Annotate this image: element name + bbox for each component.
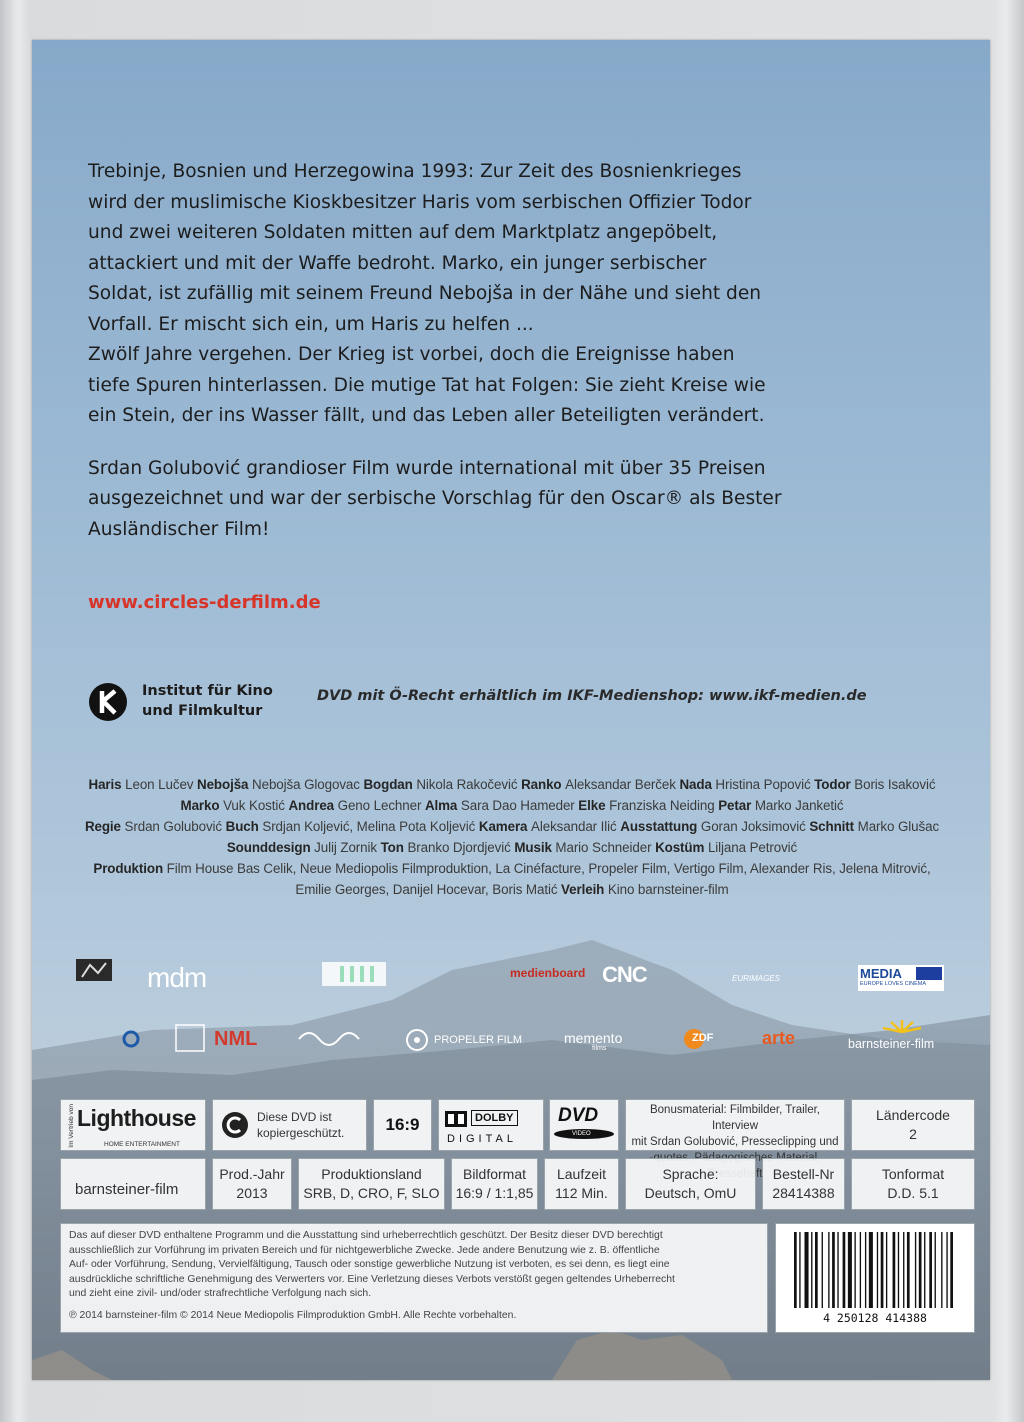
barcode-bar bbox=[837, 1232, 838, 1308]
legal-notice: Das auf dieser DVD enthaltene Programm und die Ausstattung sind urheberrechtlich geschützt. Der Besitz dieser DVD berechtigt ausschließlich zur Vorführung im privaten Bereich und für nichtgewerbliche Zwecke. Jede andere Benutzung wie z. B. öffentliche Auf- oder Vorführung, Sendung, Vervielfältigung, Tausch oder sonstige gewerbliche Nutzung ist verboten, es sei denn, es liegt eine ausdrückliche schriftliche Genehmigung des Verwerters vor. Eine Verletzung dieses Verbots verstößt gegen geltendes Urheberrecht und zieht eine zivil- und/oder strafrechtliche Verfolgung nach sich. ℗ 2014 barnsteiner-film © 2014 Neue Mediopolis Filmproduktion GmbH. Alle Rechte vorbehalten. bbox=[60, 1223, 768, 1333]
barcode-bar bbox=[869, 1232, 873, 1308]
ikf-shop-text: DVD mit Ö-Recht erhältlich im IKF-Medienshop: www.ikf-medien.de bbox=[317, 688, 867, 704]
barcode-bar bbox=[903, 1232, 904, 1308]
credit-name: Emilie Georges, Danijel Hocevar, Boris Matić bbox=[295, 882, 558, 897]
info-field bbox=[212, 1158, 292, 1210]
dvd-logo: DVD bbox=[558, 1105, 599, 1126]
aspect-ratio-box: 16:9 bbox=[373, 1099, 432, 1151]
barnsteiner-logo: barnsteiner-film bbox=[848, 1037, 935, 1051]
synopsis-line: und zwei weiteren Soldaten mitten auf dem Marktplatz angepöbelt, bbox=[88, 222, 718, 243]
credit-name: Marko Janketić bbox=[754, 798, 844, 813]
ikf-logo-icon bbox=[88, 682, 128, 722]
barcode-bar bbox=[941, 1232, 942, 1308]
barcode-bar bbox=[854, 1232, 855, 1308]
info-field-label: Tonformat bbox=[881, 1166, 945, 1182]
dolby-icon bbox=[445, 1111, 467, 1127]
distributor-box: barnsteiner-film bbox=[60, 1158, 206, 1210]
credits-line bbox=[52, 816, 972, 837]
barcode-bar bbox=[893, 1232, 896, 1308]
credit-role: Buch bbox=[225, 819, 263, 834]
dolby-box: DOLBY DIGITAL bbox=[438, 1099, 544, 1151]
credits-line bbox=[52, 795, 972, 816]
info-field bbox=[298, 1158, 445, 1210]
credit-role: Haris bbox=[88, 777, 126, 792]
barcode-bar bbox=[877, 1232, 878, 1308]
synopsis-line: Trebinje, Bosnien und Herzegowina 1993: Zur Zeit des Bosnienkrieges bbox=[88, 161, 742, 182]
barcode-bar bbox=[860, 1232, 861, 1308]
back-cover bbox=[32, 40, 990, 1380]
eurimages-logo: EURIMAGES bbox=[732, 974, 781, 983]
credit-name: Branko Djordjević bbox=[407, 840, 511, 855]
info-field-value: 28414388 bbox=[772, 1185, 835, 1201]
info-field bbox=[762, 1158, 845, 1210]
synopsis-line: Vorfall. Er mischt sich ein, um Haris zu helfen ... bbox=[88, 313, 534, 335]
credit-role: Marko bbox=[180, 798, 224, 813]
lighthouse-box: Im Vertrieb von Lighthouse HOME ENTERTAINMENT bbox=[60, 1099, 206, 1151]
credit-role: Schnitt bbox=[809, 819, 858, 834]
memento-logo: memento films bbox=[564, 1030, 623, 1052]
barcode-bar bbox=[950, 1232, 953, 1308]
info-field bbox=[625, 1158, 756, 1210]
credit-name: Nikola Rakočević bbox=[416, 777, 518, 792]
barcode-bar bbox=[805, 1232, 809, 1308]
barcode-bar bbox=[848, 1232, 852, 1308]
mdm-logo: mdm bbox=[147, 962, 207, 993]
credit-role: Andrea bbox=[288, 798, 338, 813]
barcode-bar bbox=[832, 1232, 835, 1308]
sun-logo-icon bbox=[877, 1018, 927, 1034]
credit-role: Nebojša bbox=[197, 777, 253, 792]
barcode-bar bbox=[811, 1232, 812, 1308]
barcode-digits: 4 250128 414388 bbox=[823, 1311, 927, 1325]
info-field-label: Prod.-Jahr bbox=[219, 1166, 285, 1182]
credit-role: Produktion bbox=[93, 861, 167, 876]
barcode-bar bbox=[815, 1232, 818, 1308]
credit-role: Todor bbox=[814, 777, 855, 792]
barcode-bar bbox=[865, 1232, 866, 1308]
credit-role: Ausstattung bbox=[620, 819, 701, 834]
credits-line bbox=[52, 858, 972, 879]
lighthouse-logo: Lighthouse bbox=[77, 1105, 196, 1131]
barcode-bar bbox=[924, 1232, 925, 1308]
credit-name: Geno Lechner bbox=[337, 798, 422, 813]
synopsis-line: Zwölf Jahre vergehen. Der Krieg ist vorbei, doch die Ereignisse haben bbox=[88, 344, 735, 365]
credit-role: Elke bbox=[578, 798, 610, 813]
credit-role: Kostüm bbox=[655, 840, 708, 855]
dvd-video-box: DVD VIDEO bbox=[549, 1099, 619, 1151]
info-field-label: Sprache: bbox=[662, 1166, 719, 1182]
propeler-logo: PROPELER FILM bbox=[434, 1034, 523, 1046]
credit-name: Nebojša Glogovac bbox=[252, 777, 360, 792]
credit-name: Liljana Petrović bbox=[707, 840, 798, 855]
awards-line: ausgezeichnet und war der serbische Vorschlag für den Oscar® als Bester bbox=[88, 488, 782, 509]
awards-line: Srdan Golubović grandioser Film wurde international mit über 35 Preisen bbox=[88, 457, 766, 479]
credits-line bbox=[52, 879, 972, 900]
credit-name: Vuk Kostić bbox=[223, 798, 285, 813]
credit-role: Petar bbox=[718, 798, 755, 813]
synopsis-line: wird der muslimische Kioskbesitzer Haris vom serbischen Offizier Todor bbox=[88, 191, 752, 213]
info-field-value: SRB, D, CRO, F, SLO bbox=[303, 1185, 440, 1201]
barcode-bar bbox=[919, 1232, 922, 1308]
medienboard-logo: medienboard bbox=[510, 966, 586, 980]
credit-name: Srdan Golubović bbox=[124, 819, 223, 834]
nml-logo: NML bbox=[214, 1028, 258, 1050]
credit-role: Sounddesign bbox=[226, 840, 315, 855]
credit-name: Boris Isaković bbox=[854, 777, 936, 792]
awards-line: Ausländischer Film! bbox=[88, 518, 270, 540]
credit-name: Julij Zornik bbox=[314, 840, 377, 855]
barcode-bar bbox=[843, 1232, 846, 1308]
credits-block bbox=[52, 774, 972, 900]
synopsis-line: tiefe Spuren hinterlassen. Die mutige Tat hat Folgen: Sie zieht Kreise wie bbox=[88, 374, 766, 396]
credit-name: Aleksandar Berček bbox=[565, 777, 676, 792]
propeler-logo-icon bbox=[404, 1027, 430, 1053]
barcode-bar bbox=[907, 1232, 910, 1308]
credit-role: Musik bbox=[514, 840, 556, 855]
credits-line bbox=[52, 774, 972, 795]
synopsis-line: ein Stein, der ins Wasser fällt, und das Leben aller Beteiligten verändert. bbox=[88, 405, 765, 426]
credit-role: Ranko bbox=[521, 777, 566, 792]
credit-role: Verleih bbox=[561, 882, 608, 897]
copy-protect-box: Diese DVD ist kopiergeschützt. bbox=[212, 1099, 367, 1151]
info-field-value: 112 Min. bbox=[555, 1185, 608, 1201]
barcode-bar bbox=[822, 1232, 823, 1308]
vertigo-logo-icon bbox=[297, 1025, 367, 1053]
production-logo-icon bbox=[72, 955, 116, 989]
credit-name: Goran Joksimović bbox=[700, 819, 806, 834]
credit-name: Marko Glušac bbox=[857, 819, 940, 834]
credit-name: Mario Schneider bbox=[555, 840, 652, 855]
barcode-bar bbox=[799, 1232, 800, 1308]
media-logo: MEDIA EUROPE LOVES CINEMA bbox=[858, 965, 944, 991]
barcode-bar bbox=[794, 1232, 797, 1308]
info-field-label: Produktionsland bbox=[321, 1166, 422, 1182]
info-field-value: 2013 bbox=[236, 1185, 268, 1201]
credit-name: Film House Bas Celik, Neue Mediopolis Filmproduktion, La Cinéfacture, Propeler Film, Vertigo Film, Alexander Ris, Jelena Mitrović, bbox=[166, 861, 931, 876]
info-field bbox=[451, 1158, 538, 1210]
barcode-bar bbox=[929, 1232, 932, 1308]
info-field bbox=[544, 1158, 619, 1210]
barcode-bar bbox=[915, 1232, 916, 1308]
credit-name: Kino barnsteiner-film bbox=[607, 882, 729, 897]
region-code-box: Ländercode 2 bbox=[851, 1099, 975, 1151]
info-field-value: 16:9 / 1:1,85 bbox=[455, 1185, 534, 1201]
ikf-name: Institut für Kino und Filmkultur bbox=[142, 683, 273, 719]
info-field-label: Bildformat bbox=[462, 1166, 527, 1182]
synopsis bbox=[88, 157, 848, 545]
synopsis-line: Soldat, ist zufällig mit seinem Freund Nebojša in der Nähe und sieht den bbox=[88, 283, 762, 304]
barcode-bar bbox=[886, 1232, 887, 1308]
barcode-bar bbox=[828, 1232, 829, 1308]
website-link[interactable]: www.circles-derfilm.de bbox=[88, 592, 321, 613]
barcode-bar bbox=[881, 1232, 884, 1308]
credit-role: Bogdan bbox=[363, 777, 417, 792]
credits-line bbox=[52, 837, 972, 858]
credit-name: Hristina Popović bbox=[715, 777, 811, 792]
credit-name: Leon Lučev bbox=[125, 777, 194, 792]
copy-protect-icon bbox=[220, 1110, 250, 1140]
barcode-bar bbox=[946, 1232, 947, 1308]
bonus-box: Bonusmaterial: Filmbilder, Trailer, Interview mit Srdan Golubović, Presseclipping und bbox=[625, 1099, 845, 1151]
info-field-value: Deutsch, OmU bbox=[644, 1185, 737, 1201]
credit-name: Aleksandar Ilić bbox=[531, 819, 617, 834]
info-field bbox=[851, 1158, 975, 1210]
credit-role: Regie bbox=[84, 819, 125, 834]
info-field-label: Bestell-Nr bbox=[772, 1166, 835, 1182]
barcode-bar bbox=[935, 1232, 936, 1308]
credit-name: Srdjan Koljević, Melina Pota Koljević bbox=[262, 819, 476, 834]
credit-name: Sara Dao Hameder bbox=[460, 798, 575, 813]
credit-name: Franziska Neiding bbox=[609, 798, 715, 813]
barcode bbox=[775, 1223, 975, 1333]
info-field-label: Laufzeit bbox=[556, 1166, 607, 1182]
film-strip-logo-icon bbox=[322, 960, 386, 988]
arte-logo: arte bbox=[762, 1028, 796, 1048]
circle-logo-icon bbox=[120, 1028, 142, 1050]
credit-role: Alma bbox=[424, 798, 461, 813]
small-logo-icon bbox=[175, 1024, 205, 1052]
credit-role: Ton bbox=[380, 840, 408, 855]
zdf-logo: ZDF bbox=[684, 1025, 718, 1053]
credit-role: Kamera bbox=[478, 819, 532, 834]
credit-role: Nada bbox=[679, 777, 716, 792]
cnc-logo: CNC bbox=[602, 962, 647, 987]
barcode-bar bbox=[898, 1232, 899, 1308]
info-field-value: D.D. 5.1 bbox=[887, 1185, 939, 1201]
synopsis-line: attackiert und mit der Waffe bedroht. Marko, ein junger serbischer bbox=[88, 252, 707, 274]
